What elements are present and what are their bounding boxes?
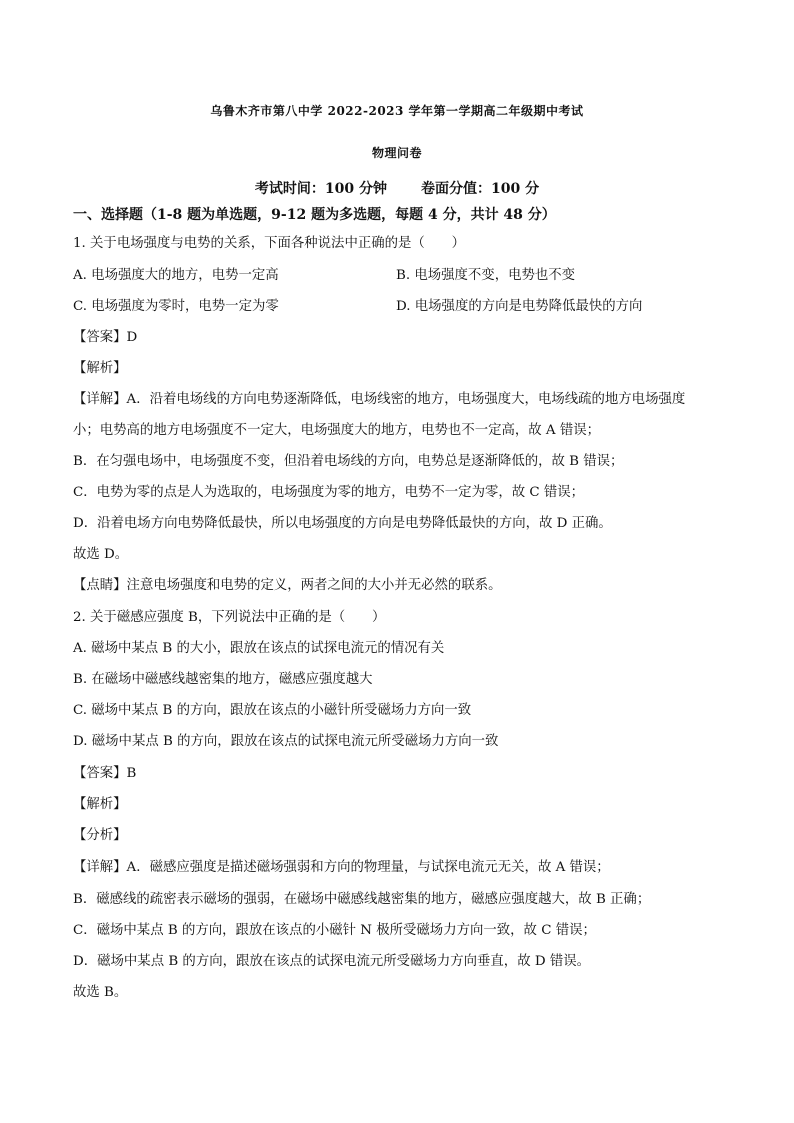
question-1-option-b: B. 电场强度不变，电势也不变 — [396, 268, 576, 283]
question-1-detail-line: B．在匀强电场中，电场强度不变，但沿着电场线的方向，电势总是逐渐降低的，故 B 错误； — [73, 454, 624, 469]
question-1-analysis-label: 【解析】 — [73, 361, 127, 376]
question-1-answer: 【答案】D — [73, 330, 138, 345]
question-2-analysis-label: 【解析】 — [73, 797, 127, 812]
question-2-conclusion: 故选 B。 — [73, 985, 128, 1000]
question-2-detail-line: B．磁感线的疏密表示磁场的强弱，在磁场中磁感线越密集的地方，磁感应强度越大，故 B 正确； — [73, 892, 651, 907]
question-1-option-d: D. 电场强度的方向是电势降低最快的方向 — [396, 299, 643, 314]
question-1-stem: 1. 关于电场强度与电势的关系，下面各种说法中正确的是（ ） — [73, 236, 465, 251]
exam-meta — [0, 178, 794, 198]
question-2-analysis2-label: 【分析】 — [73, 828, 127, 843]
question-2-answer: 【答案】B — [73, 766, 137, 781]
question-1-detail-line: C．电势为零的点是人为选取的，电场强度为零的地方，电势不一定为零，故 C 错误； — [73, 485, 585, 500]
question-2-detail-line: D．磁场中某点 B 的方向，跟放在该点的试探电流元所受磁场力方向垂直，故 D 错误。 — [73, 954, 591, 969]
exam-title: 乌鲁木齐市第八中学 2022-2023 学年第一学期高二年级期中考试 — [210, 104, 584, 118]
question-1-detail-line: D．沿着电场方向电势降低最快，所以电场强度的方向是电势降低最快的方向，故 D 正确。 — [73, 516, 612, 531]
question-1-comment: 【点睛】注意电场强度和电势的定义，两者之间的大小并无必然的联系。 — [73, 578, 502, 593]
question-2-detail-line: 【详解】A．磁感应强度是描述磁场强弱和方向的物理量，与试探电流元无关，故 A 错误； — [73, 860, 610, 875]
question-1-detail-line: 小；电势高的地方电场强度不一定大，电场强度大的地方，电势也不一定高，故 A 错误； — [73, 423, 601, 438]
total-score: 卷面分值：100 分 — [421, 181, 540, 197]
question-1-detail-line: 【详解】A．沿着电场线的方向电势逐渐降低，电场线密的地方，电场强度大，电场线疏的地方电场强度 — [73, 392, 686, 407]
question-2-stem: 2. 关于磁感应强度 B，下列说法中正确的是（ ） — [73, 610, 386, 625]
question-1-conclusion: 故选 D。 — [73, 547, 129, 562]
question-2-option-c: C. 磁场中某点 B 的方向，跟放在该点的小磁针所受磁场力方向一致 — [73, 703, 472, 718]
question-1-option-c: C. 电场强度为零时，电势一定为零 — [73, 299, 279, 314]
question-2-option-b: B. 在磁场中磁感线越密集的地方，磁感应强度越大 — [73, 672, 373, 687]
section-heading: 一、选择题（1-8 题为单选题，9-12 题为多选题，每题 4 分，共计 48 分） — [73, 207, 556, 223]
question-2-option-a: A. 磁场中某点 B 的大小，跟放在该点的试探电流元的情况有关 — [73, 641, 445, 656]
exam-subtitle: 物理问卷 — [371, 146, 422, 160]
question-2-detail-line: C．磁场中某点 B 的方向，跟放在该点的小磁针 N 极所受磁场力方向一致，故 C 错误； — [73, 923, 596, 938]
exam-time: 考试时间：100 分钟 — [254, 181, 387, 197]
question-2-option-d: D. 磁场中某点 B 的方向，跟放在该点的试探电流元所受磁场力方向一致 — [73, 734, 499, 749]
question-1-option-a: A. 电场强度大的地方，电势一定高 — [73, 268, 279, 283]
